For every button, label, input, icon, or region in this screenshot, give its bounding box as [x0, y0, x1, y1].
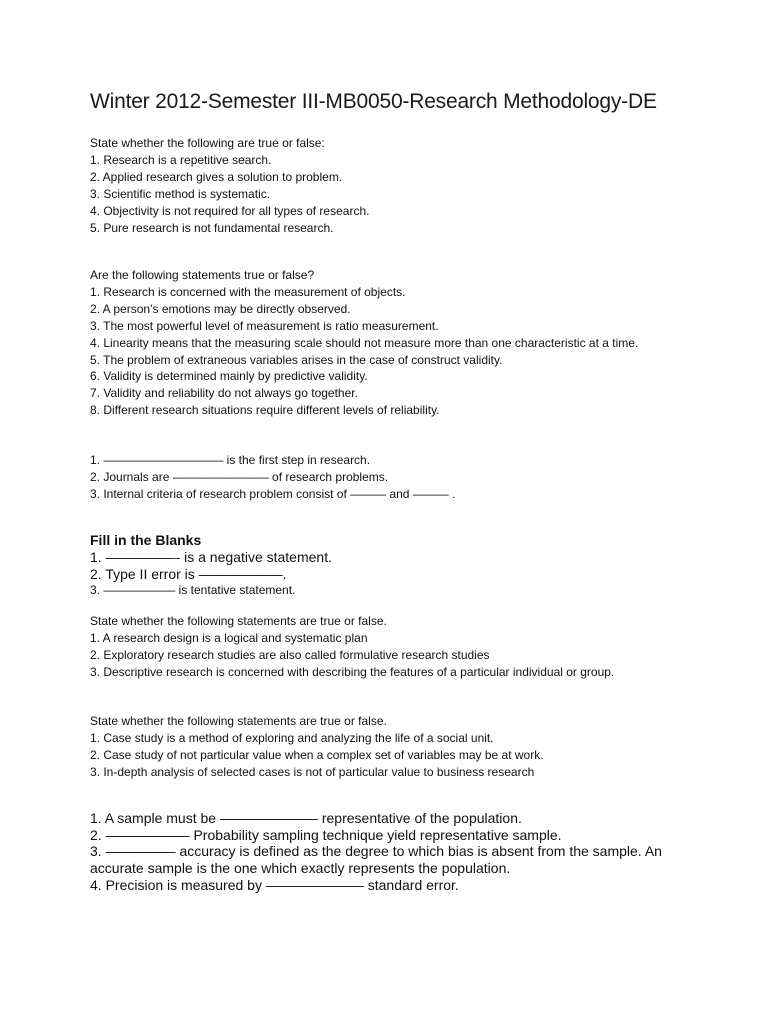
- list-item: 2. Journals are ———————— of research problems.: [90, 469, 389, 484]
- list-item: 3. Descriptive research is concerned with describing the features of a particular individual or group.: [90, 664, 615, 679]
- list-item: 3. Scientific method is systematic.: [90, 186, 271, 201]
- list-item: 5. The problem of extraneous variables arises in the case of construct validity.: [90, 352, 503, 367]
- list-item: 2. —————— Probability sampling technique yield representative sample.: [90, 826, 562, 843]
- list-item: 2. Type II error is ——————.: [90, 565, 287, 582]
- list-item: 1. A sample must be ——————— representative of the population.: [90, 810, 522, 826]
- list-item: 6. Validity is determined mainly by predictive validity.: [90, 369, 368, 384]
- list-item: 5. Pure research is not fundamental research.: [90, 220, 334, 235]
- section-intro: State whether the following statements are true or false.: [90, 714, 387, 728]
- tf-section-4: [90, 713, 544, 781]
- list-item: 7. Validity and reliability do not always go together.: [90, 386, 358, 401]
- tf-section-2: [90, 267, 638, 419]
- list-item: 2. Exploratory research studies are also called formulative research studies: [90, 647, 490, 662]
- list-item: 2. A person’s emotions may be directly observed.: [90, 301, 351, 316]
- section-intro: State whether the following statements are true or false.: [90, 614, 387, 628]
- section-intro: Are the following statements true or false?: [90, 268, 315, 282]
- list-item: 1. Research is concerned with the measurement of objects.: [90, 284, 406, 299]
- section-intro: State whether the following are true or false:: [90, 136, 325, 150]
- list-item: 8. Different research situations require different levels of reliability.: [90, 403, 440, 418]
- list-item: 1. —————- is a negative statement.: [90, 549, 332, 565]
- list-item: 1. A research design is a logical and systematic plan: [90, 630, 368, 645]
- list-item: 3. The most powerful level of measurement is ratio measurement.: [90, 318, 439, 333]
- blanks-section-1: [90, 452, 455, 503]
- list-item: 2. Case study of not particular value when a complex set of variables may be at work.: [90, 747, 544, 762]
- blanks-section-2: [90, 810, 670, 894]
- list-item: 3. ————— accuracy is defined as the degree to which bias is absent from the sample. An accurate sample is the one which exactly represents the population.: [90, 843, 662, 877]
- fill-in-blanks-section: [90, 532, 332, 599]
- list-item: 3. In-depth analysis of selected cases is not of particular value to business research: [90, 764, 535, 779]
- list-item: 2. Applied research gives a solution to problem.: [90, 169, 343, 184]
- list-item: 4. Precision is measured by ——————— standard error.: [90, 876, 459, 893]
- list-item: 1. Case study is a method of exploring and analyzing the life of a social unit.: [90, 730, 494, 745]
- list-item: 1. Research is a repetitive search.: [90, 152, 272, 167]
- list-item: 3. —————— is tentative statement.: [90, 583, 296, 598]
- tf-section-1: [90, 135, 369, 236]
- section-heading: Fill in the Blanks: [90, 532, 202, 548]
- document-title: Winter 2012-Semester III-MB0050-Research Methodology-DE: [90, 90, 657, 113]
- list-item: 3. Internal criteria of research problem consist of ——— and ——— .: [90, 486, 456, 501]
- tf-section-3: [90, 613, 614, 681]
- list-item: 4. Linearity means that the measuring scale should not measure more than one characteristic at a time.: [90, 335, 639, 350]
- list-item: 4. Objectivity is not required for all types of research.: [90, 203, 370, 218]
- list-item: 1. —————————— is the first step in research.: [90, 453, 371, 467]
